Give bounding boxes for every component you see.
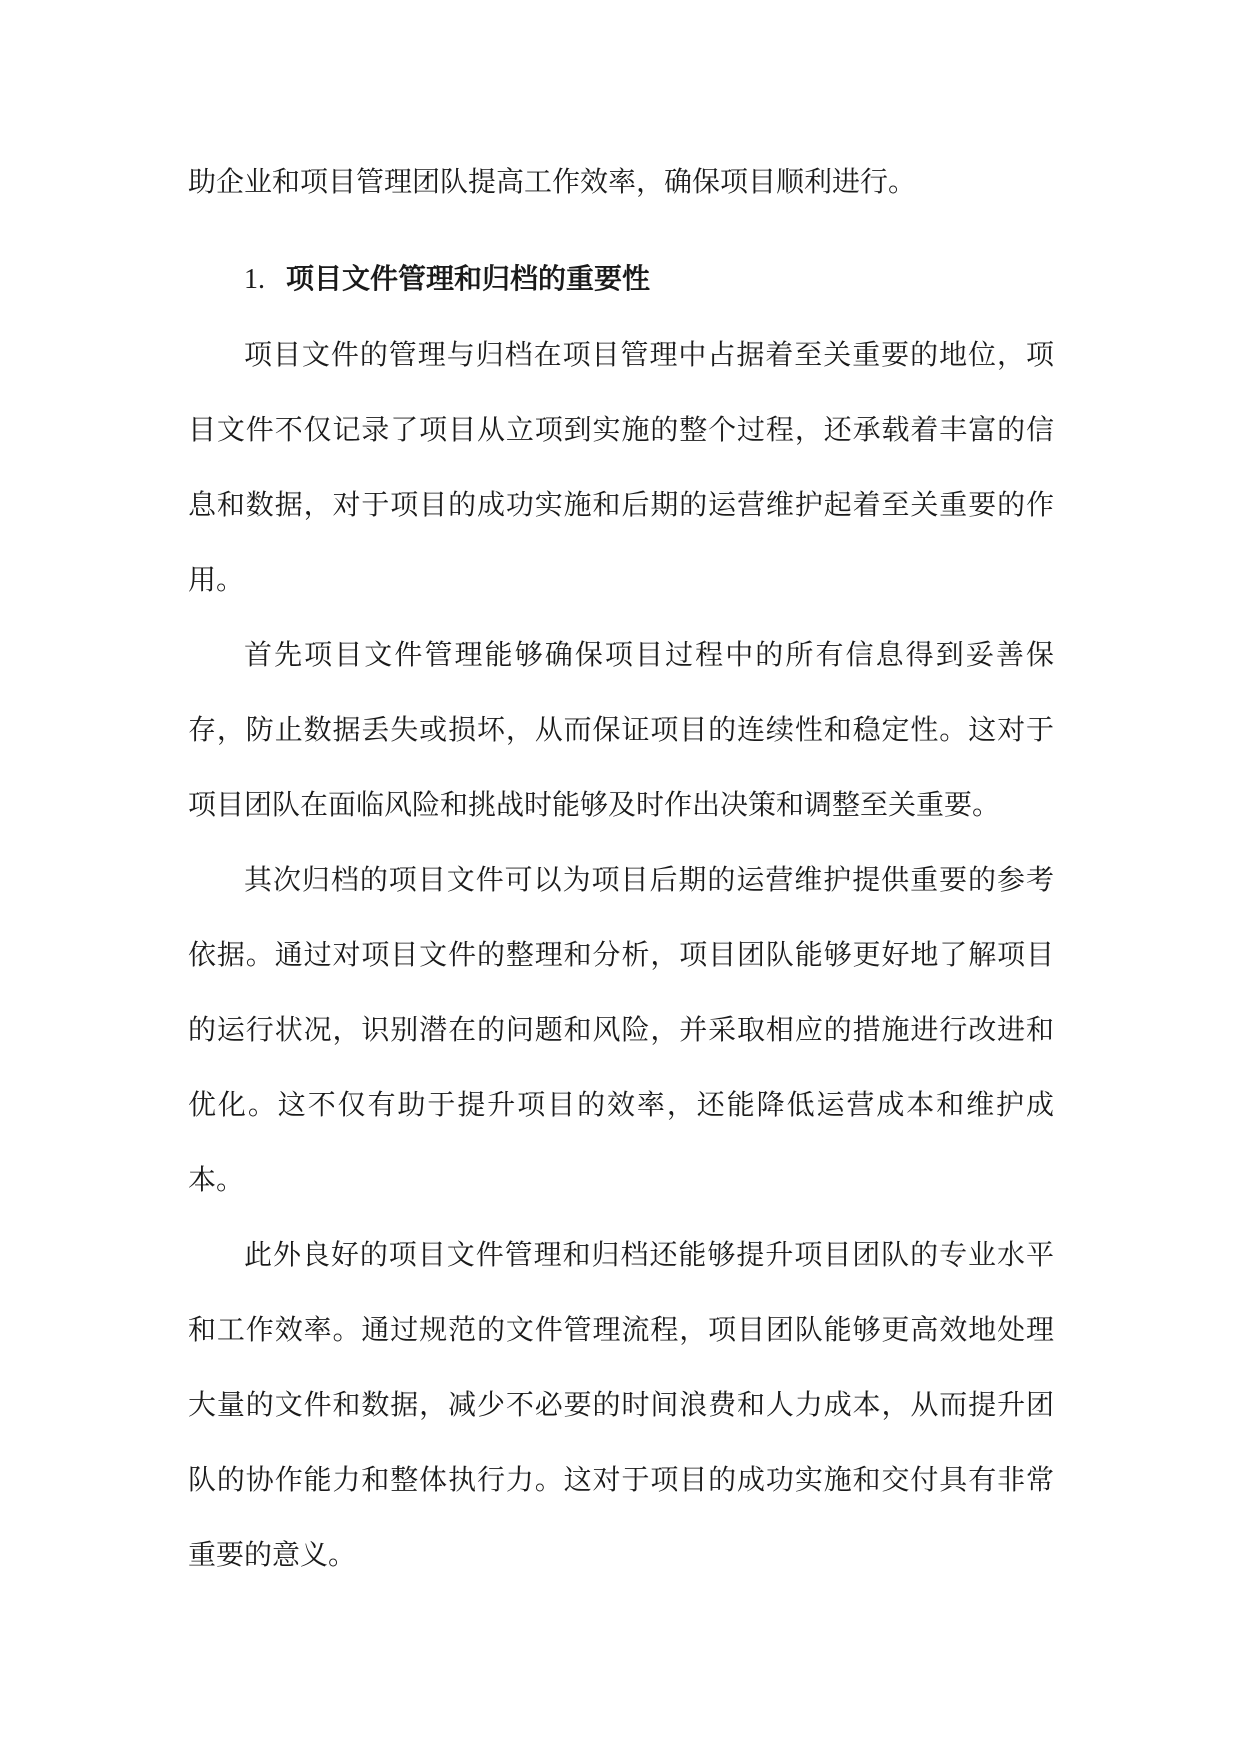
section-number: 1. [244, 264, 265, 295]
document-body [188, 144, 1054, 1592]
paragraph: 首先项目文件管理能够确保项目过程中的所有信息得到妥善保存，防止数据丢失或损坏，从而保证项目的连续性和稳定性。这对于项目团队在面临风险和挑战时能够及时作出决策和调整至关重要。 [188, 638, 1054, 821]
section-title: 项目文件管理和归档的重要性 [286, 262, 651, 295]
continuation-text: 助企业和项目管理团队提高工作效率，确保项目顺利进行。 [188, 165, 917, 198]
section-heading [188, 241, 1054, 317]
paragraph: 此外良好的项目文件管理和归档还能够提升项目团队的专业水平和工作效率。通过规范的文件管理流程，项目团队能够更高效地处理大量的文件和数据，减少不必要的时间浪费和人力成本，从而提升团队的协作能力和整体执行力。这对于项目的成功实施和交付具有非常重要的意义。 [188, 1238, 1054, 1571]
paragraph: 其次归档的项目文件可以为项目后期的运营维护提供重要的参考依据。通过对项目文件的整理和分析，项目团队能够更好地了解项目的运行状况，识别潜在的问题和风险，并采取相应的措施进行改进和优化。这不仅有助于提升项目的效率，还能降低运营成本和维护成本。 [188, 863, 1054, 1196]
paragraph: 项目文件的管理与归档在项目管理中占据着至关重要的地位，项目文件不仅记录了项目从立项到实施的整个过程，还承载着丰富的信息和数据，对于项目的成功实施和后期的运营维护起着至关重要的作用。 [188, 338, 1054, 596]
